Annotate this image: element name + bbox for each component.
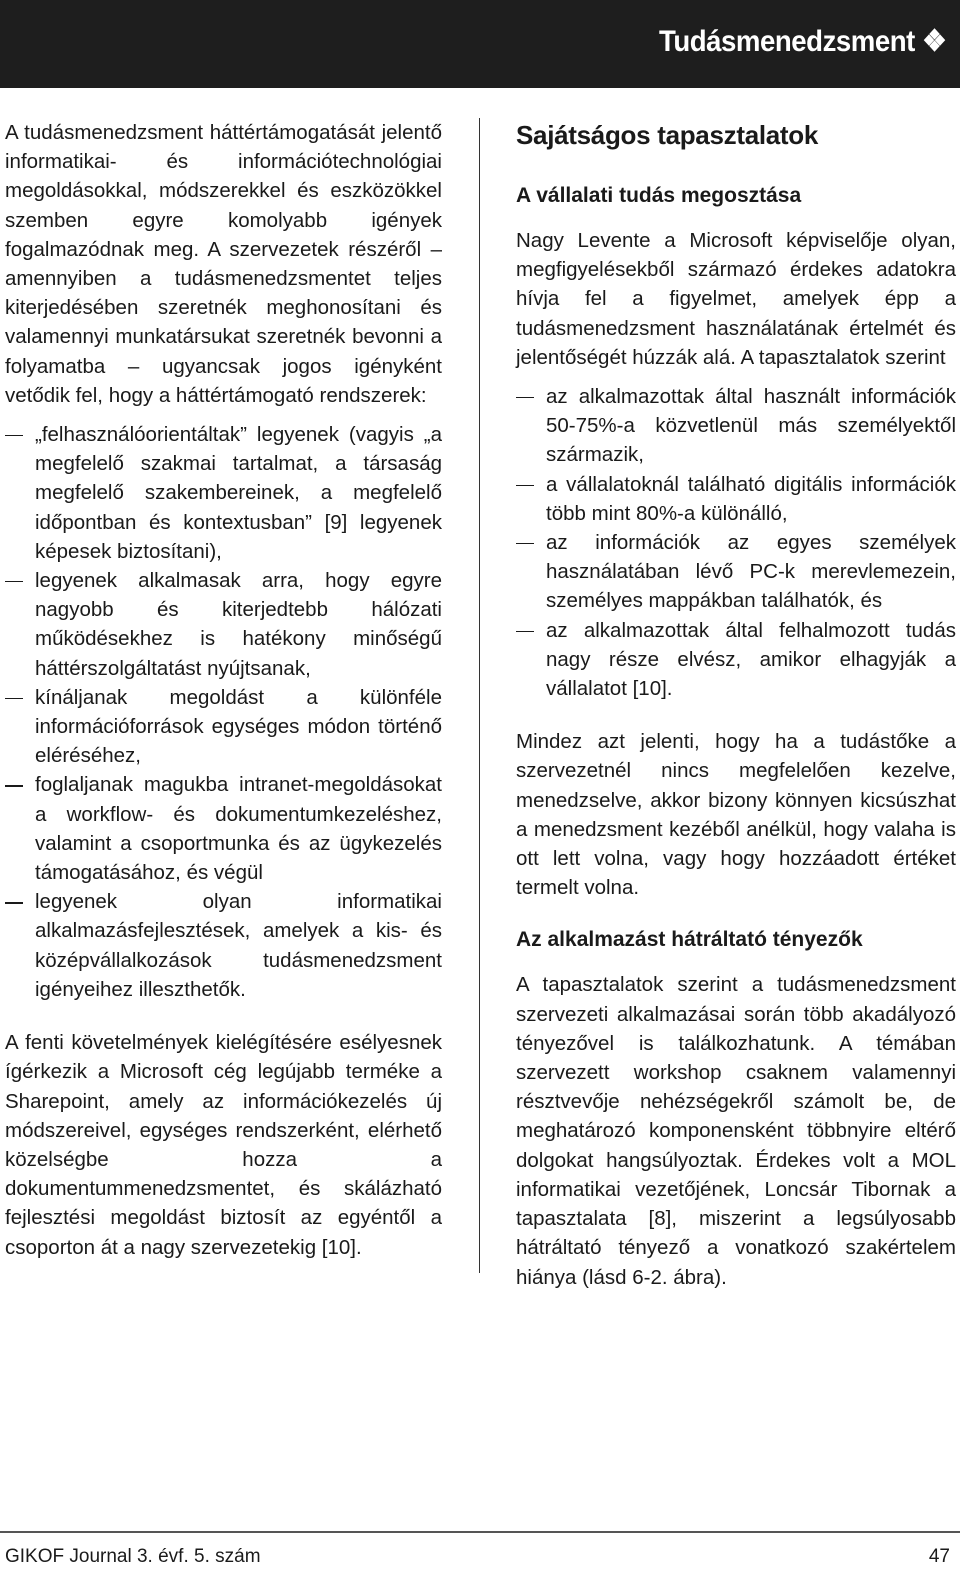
left-intro-paragraph: A tudásmenedzsment háttértámogatását jelentő informatikai- és információtechnológiai megoldásokkal, módszerekkel és eszközökkel szemben egyre komolyabb igények fogalmazódnak meg. A szervezetek részéről – amennyiben a tudásmenedzsmentet teljes kiterjedésében szeretnék meghonosítani és valamennyi munkatársukat szeretnék bevonni a folyamatba – ugyancsak jogos igényként vetődik fel, hogy a háttértámogató rendszerek: <box>5 121 442 407</box>
header-title: Tudásmenedzsment ❖ <box>658 25 946 58</box>
left-column <box>5 118 442 1262</box>
list-item: legyenek olyan informatikai alkalmazásfejlesztések, amelyek a kis- és középvállalkozások tudásmenedzsment igényeihez illeszthetők. <box>5 887 442 1004</box>
page-header <box>0 0 960 88</box>
obstacles-paragraph: A tapasztalatok szerint a tudásmenedzsment szervezeti alkalmazásai során több akadályozó tényezővel is találkozhatunk. A témában szervezett workshop csaknem valamennyi résztvevője nehézségekről számolt be, de meghatározó komponensként többnyire eltérő dolgokat hangsúlyoztak. Érdekes volt a MOL informatikai vezetőjének, Loncsár Tibornak a tapasztalata [8], miszerint a legsúlyosabb hátráltató tényező a vonatkozó szakértelem hiánya (lásd 6-2. ábra). <box>516 973 956 1289</box>
footer-journal: GIKOF Journal 3. évf. 5. szám <box>5 1546 261 1567</box>
left-closing-paragraph: A fenti követelmények kielégítésére esélyesnek ígérkezik a Microsoft cég legújabb terméke a Sharepoint, amely az információkezelés új módszereivel, egységes rendszerként, elérhető közelségbe hozza a dokumentummenedzsmentet, és skálázható fejlesztési megoldást biztosít az egyéntől a csoporton át a nagy szervezetekig [10]. <box>5 1031 442 1259</box>
list-item: legyenek alkalmasak arra, hogy egyre nagyobb és kiterjedtebb hálózati működésekhez is hatékony minőségű háttérszolgáltatást nyújtsanak, <box>5 566 442 683</box>
list-item: az információk az egyes személyek használatában lévő PC-k merevlemezein, személyes mappákban találhatók, és <box>516 528 956 616</box>
left-requirements-list <box>5 420 442 1004</box>
section-title: Sajátságos tapasztalatok <box>516 120 819 150</box>
list-item: „felhasználóorientáltak” legyenek (vagyis „a megfelelő szakmai tartalmat, a társaság megfelelő szakembereinek, a megfelelő időpontban és kontextusban” [9] legyenek képesek biztosítani), <box>5 420 442 566</box>
right-column <box>516 118 956 1292</box>
column-divider <box>479 118 480 1273</box>
list-item: az alkalmazottak által felhalmozott tudás nagy része elvész, amikor elhagyják a vállalatot [10]. <box>516 616 956 704</box>
sharing-closing-paragraph: Mindez azt jelenti, hogy ha a tudástőke a szervezetnél nincs megfelelően kezelve, menedzselve, akkor bizony könnyen kicsúszhat a menedzsment kezéből anélkül, hogy valaha is ott lett volna, vagy hogy hozzáadott értéket termelt volna. <box>516 730 956 900</box>
footer-rule <box>0 1531 960 1533</box>
list-item: az alkalmazottak által használt információk 50-75%-a közvetlenül más személyektől származik, <box>516 382 956 470</box>
subsection-title-obstacles: Az alkalmazást hátráltató tényezők <box>516 928 863 952</box>
list-item: a vállalatoknál található digitális információk több mint 80%-a különálló, <box>516 470 956 528</box>
subsection-title-sharing: A vállalati tudás megosztása <box>516 184 802 207</box>
list-item: kínáljanak megoldást a különféle információforrások egységes módon történő eléréséhez, <box>5 683 442 771</box>
sharing-intro-paragraph: Nagy Levente a Microsoft képviselője olyan, megfigyelésekből származó érdekes adatokra hívja fel a figyelmet, amelyek épp a tudásmenedzsment használatának értelmét és jelentőségét húzzák alá. A tapasztalatok szerint <box>516 229 956 369</box>
page-number: 47 <box>928 1546 950 1567</box>
list-item: foglaljanak magukba intranet-megoldásokat a workflow- és dokumentumkezeléshez, valamint a csoportmunka és az ügykezelés támogatásához, és végül <box>5 770 442 887</box>
experience-list <box>516 382 956 703</box>
